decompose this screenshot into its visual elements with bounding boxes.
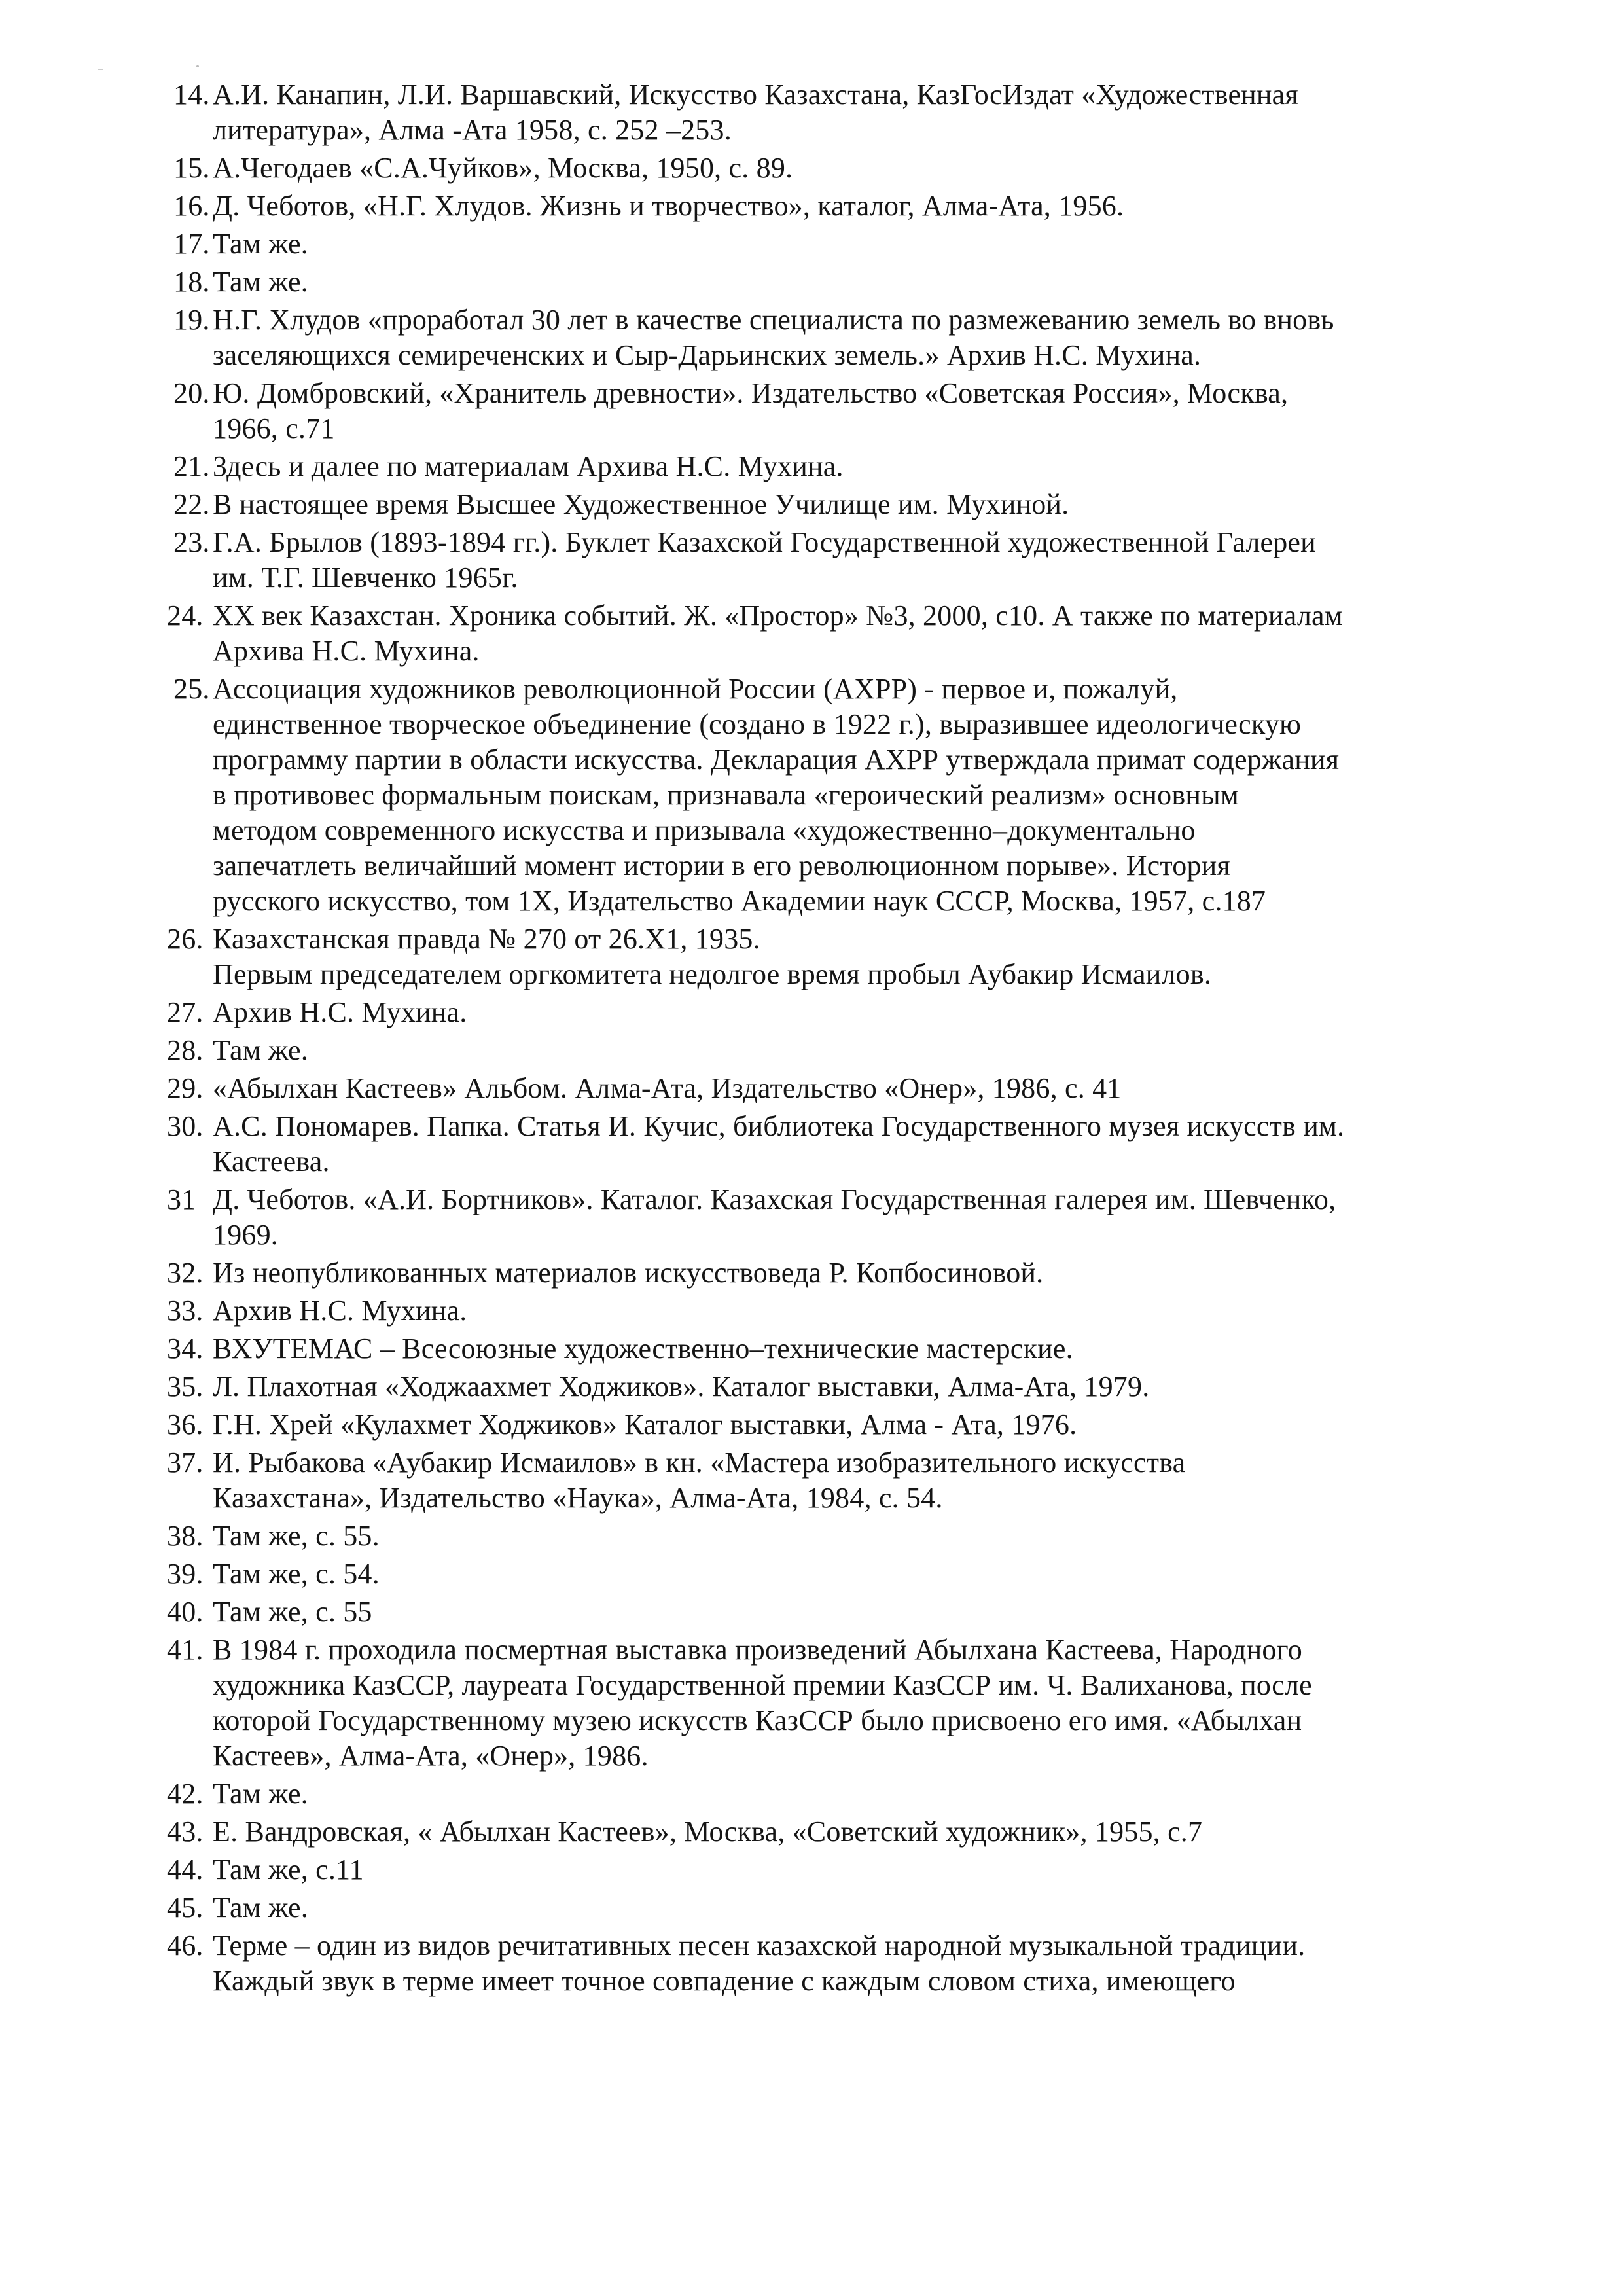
footnote-28	[154, 1033, 1522, 1068]
footnote-text: И. Рыбакова «Аубакир Исмаилов» в кн. «Мастера изобразительного искусства Казахстана», Издательство «Наука», Алма-Ата, 1984, с. 54.	[213, 1446, 1186, 1514]
footnote-text: Здесь и далее по материалам Архива Н.С. Мухина.	[213, 450, 844, 482]
footnote-text: Там же, с. 55	[213, 1596, 372, 1628]
footnote-44	[154, 1852, 1522, 1888]
footnote-text: Там же.	[213, 228, 308, 260]
footnote-30	[154, 1109, 1522, 1179]
footnote-number: 34.	[167, 1333, 204, 1365]
footnote-text: Е. Вандровская, « Абылхан Кастеев», Москва, «Советский художник», 1955, с.7	[213, 1816, 1203, 1848]
footnote-17	[154, 226, 1522, 262]
footnote-18	[154, 264, 1522, 300]
footnote-text: Архив Н.С. Мухина.	[213, 996, 467, 1028]
footnote-25	[154, 672, 1522, 919]
scan-speck	[196, 65, 199, 67]
footnote-text: В 1984 г. проходила посмертная выставка произведений Абылхана Кастеева, Народного художника КазССР, лауреата Государственной премии КазССР им. Ч. Валиханова, после которой Государственному музею искусств КазССР было присвоено его имя. «Абылхан Кастеев», Алма-Ата, «Онер», 1986.	[213, 1634, 1312, 1772]
footnote-29	[154, 1071, 1522, 1106]
footnote-text: А.Чегодаев «С.А.Чуйков», Москва, 1950, с. 89.	[213, 152, 793, 184]
footnote-text: Казахстанская правда № 270 от 26.X1, 1935. Первым председателем оргкомитета недолгое время пробыл Аубакир Исмаилов.	[213, 923, 1212, 990]
footnote-number: 37.	[167, 1446, 204, 1479]
footnote-number: 21.	[173, 450, 210, 482]
footnote-text: Там же.	[213, 1034, 308, 1066]
footnote-14	[154, 77, 1522, 148]
footnote-38	[154, 1518, 1522, 1554]
footnote-32	[154, 1255, 1522, 1291]
footnote-text: А.С. Пономарев. Папка. Статья И. Кучис, библиотека Государственного музея искусств им. Кастеева.	[213, 1110, 1345, 1177]
footnote-26	[154, 922, 1522, 992]
footnote-number: 19.	[173, 304, 210, 336]
footnote-number: 40.	[167, 1596, 204, 1628]
footnote-number: 41.	[167, 1634, 204, 1666]
footnote-number: 39.	[167, 1558, 204, 1590]
footnote-number: 36.	[167, 1408, 204, 1441]
footnote-31	[154, 1182, 1522, 1253]
footnote-number: 24.	[167, 600, 204, 632]
footnote-text: Там же.	[213, 266, 308, 298]
footnote-number: 44.	[167, 1854, 204, 1886]
footnote-number: 20.	[173, 377, 210, 409]
footnote-number: 32.	[167, 1257, 204, 1289]
footnote-16	[154, 188, 1522, 224]
footnote-34	[154, 1331, 1522, 1367]
footnote-43	[154, 1814, 1522, 1850]
footnote-text: Ю. Домбровский, «Хранитель древности». Издательство «Советская Россия», Москва, 1966, с.71	[213, 377, 1289, 444]
footnote-27	[154, 995, 1522, 1030]
footnote-number: 22.	[173, 488, 210, 520]
footnote-list	[154, 77, 1522, 2001]
footnote-number: 14.	[173, 79, 210, 111]
footnote-number: 25.	[173, 673, 210, 705]
footnote-number: 45.	[167, 1892, 204, 1924]
footnote-21	[154, 449, 1522, 484]
footnote-number: 42.	[167, 1778, 204, 1810]
footnote-text: XX век Казахстан. Хроника событий. Ж. «Простор» №3, 2000, с10. А также по материалам Архива Н.С. Мухина.	[213, 600, 1343, 667]
footnote-number: 33.	[167, 1295, 204, 1327]
footnote-number: 17.	[173, 228, 210, 260]
footnote-45	[154, 1890, 1522, 1926]
footnote-number: 16.	[173, 190, 210, 222]
footnote-24	[154, 598, 1522, 669]
footnote-text: Там же, с. 55.	[213, 1520, 380, 1552]
footnote-number: 26.	[167, 923, 204, 955]
footnote-35	[154, 1369, 1522, 1405]
footnote-number: 15.	[173, 152, 210, 184]
footnote-number: 29.	[167, 1072, 204, 1104]
footnote-text: Терме – один из видов речитативных песен казахской народной музыкальной традиции. Каждый звук в терме имеет точное совпадение с каждым словом стиха, имеющего	[213, 1929, 1306, 1997]
footnote-number: 28.	[167, 1034, 204, 1066]
footnote-text: Л. Плахотная «Ходжаахмет Ходжиков». Каталог выставки, Алма-Ата, 1979.	[213, 1371, 1150, 1403]
footnote-text: Из неопубликованных материалов искусствоведа Р. Копбосиновой.	[213, 1257, 1044, 1289]
footnote-19	[154, 302, 1522, 373]
footnote-number: 35.	[167, 1371, 204, 1403]
footnote-39	[154, 1556, 1522, 1592]
footnote-number: 38.	[167, 1520, 204, 1552]
footnote-20	[154, 376, 1522, 446]
footnote-text: «Абылхан Кастеев» Альбом. Алма-Ата, Издательство «Онер», 1986, с. 41	[213, 1072, 1122, 1104]
footnote-text: Там же.	[213, 1892, 308, 1924]
footnote-33	[154, 1293, 1522, 1329]
footnote-46	[154, 1928, 1522, 1999]
footnote-number: 23.	[173, 526, 210, 558]
footnote-37	[154, 1445, 1522, 1516]
footnote-text: Г.А. Брылов (1893-1894 гг.). Буклет Казахской Государственной художественной Галереи им. Т.Г. Шевченко 1965г.	[213, 526, 1316, 594]
footnote-text: А.И. Канапин, Л.И. Варшавский, Искусство Казахстана, КазГосИздат «Художественная литература», Алма -Ата 1958, с. 252 –253.	[213, 79, 1298, 146]
footnote-number: 43.	[167, 1816, 204, 1848]
footnote-number: 18.	[173, 266, 210, 298]
footnote-text: Архив Н.С. Мухина.	[213, 1295, 467, 1327]
footnote-number: 46.	[167, 1929, 204, 1962]
footnote-text: Там же, с. 54.	[213, 1558, 380, 1590]
footnote-text: Там же, с.11	[213, 1854, 364, 1886]
footnote-42	[154, 1776, 1522, 1812]
footnote-23	[154, 525, 1522, 596]
footnote-text: В настоящее время Высшее Художественное Училище им. Мухиной.	[213, 488, 1069, 520]
footnote-text: Ассоциация художников революционной России (АХРР) - первое и, пожалуй, единственное творческое объединение (создано в 1922 г.), выразившее идеологическую программу партии в области искусства. Декларация АХРР утверждала примат содержания в противовес формальным поискам, признавала «героический реализм» основным методом современного искусства и призывала «художественно–документально запечатлеть величайший момент истории в его революционном порыве». История русского искусство, том 1X, Издательство Академии наук СССР, Москва, 1957, с.187	[213, 673, 1340, 917]
footnote-text: Г.Н. Хрей «Кулахмет Ходжиков» Каталог выставки, Алма - Ата, 1976.	[213, 1408, 1077, 1441]
footnote-number: 31	[167, 1183, 196, 1215]
footnote-40	[154, 1594, 1522, 1630]
footnote-text: Н.Г. Хлудов «проработал 30 лет в качестве специалиста по размежеванию земель во вновь заселяющихся семиреченских и Сыр-Дарьинских земель.» Архив Н.С. Мухина.	[213, 304, 1334, 371]
footnote-41	[154, 1632, 1522, 1774]
footnote-36	[154, 1407, 1522, 1443]
footnote-15	[154, 151, 1522, 186]
footnote-number: 30.	[167, 1110, 204, 1142]
footnote-text: Д. Чеботов, «Н.Г. Хлудов. Жизнь и творчество», каталог, Алма-Ата, 1956.	[213, 190, 1124, 222]
scan-speck	[98, 69, 103, 70]
footnote-text: Там же.	[213, 1778, 308, 1810]
footnote-text: ВХУТЕМАС – Всесоюзные художественно–технические мастерские.	[213, 1333, 1073, 1365]
footnote-22	[154, 487, 1522, 522]
footnote-text: Д. Чеботов. «А.И. Бортников». Каталог. Казахская Государственная галерея им. Шевченко, 1969.	[213, 1183, 1336, 1251]
footnote-number: 27.	[167, 996, 204, 1028]
